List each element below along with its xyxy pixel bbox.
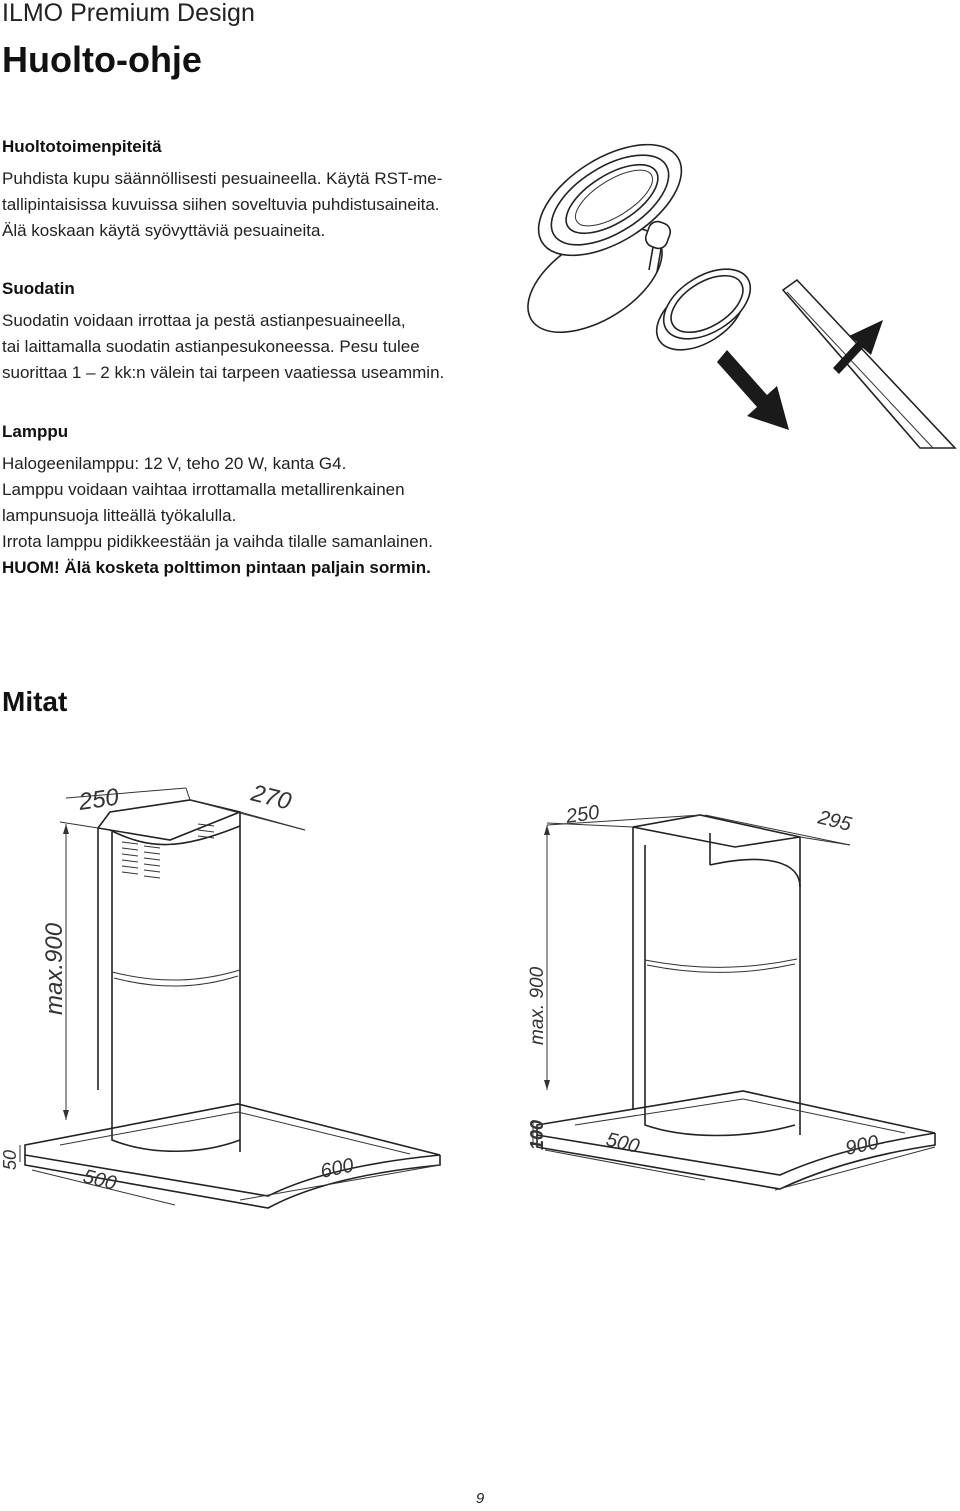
lamp-heading: Lamppu (2, 422, 69, 441)
dimensions-heading: Mitat (2, 686, 68, 717)
text-line: tallipintaisissa kuvuissa siihen soveltuvia puhdistusaineita. (2, 195, 440, 214)
text-line: Suodatin voidaan irrottaa ja pestä astianpesuaineella, (2, 311, 406, 330)
hood-drawing-right (505, 795, 955, 1200)
lamp-cover-ring (644, 255, 762, 364)
lamp-warning: HUOM! Älä kosketa polttimon pintaan paljain sormin. (2, 558, 431, 577)
text-line: Irrota lamppu pidikkeestään ja vaihda tilalle samanlainen. (2, 532, 433, 551)
text-line: Puhdista kupu säännöllisesti pesuaineella. Käytä RST-me- (2, 169, 443, 188)
page-title: Huolto-ohje (2, 39, 202, 80)
hood-drawing-left (0, 760, 470, 1220)
maintenance-heading: Huoltotoimenpiteitä (2, 137, 162, 156)
dim-canopy-height: 50 (0, 1149, 20, 1170)
dim-width: 500 (603, 1128, 642, 1158)
chimney (633, 815, 800, 1136)
chimney (98, 800, 240, 1152)
dim-top-width: 250 (77, 783, 121, 816)
dim-depth: 900 (843, 1131, 881, 1160)
dim-top-depth: 270 (248, 779, 294, 816)
canopy (25, 1104, 440, 1208)
text-line: suorittaa 1 – 2 kk:n välein tai tarpeen vaatiessa useammin. (2, 363, 445, 382)
text-line: lampunsuoja litteällä työkalulla. (2, 506, 237, 525)
filter-heading: Suodatin (2, 279, 75, 298)
filter-text (2, 308, 480, 386)
dim-height: max. 900 (527, 966, 548, 1045)
brand-name: ILMO Premium Design (2, 0, 255, 27)
lamp-replacement-illustration (515, 130, 955, 450)
text-line: tai laittamalla suodatin astianpesukoneessa. Pesu tulee (2, 337, 420, 356)
vent-slots (122, 824, 214, 878)
dim-canopy-height: 100 (527, 1119, 547, 1150)
lamp-text (2, 451, 480, 581)
arrow-down-right-icon (717, 350, 789, 430)
maintenance-text (2, 166, 480, 244)
dim-width: 500 (80, 1165, 119, 1195)
flat-tool (783, 280, 955, 448)
page-number: 9 (475, 1490, 485, 1507)
dimension-lines (20, 788, 440, 1205)
text-line: Älä koskaan käytä syövyttäviä pesuaineita. (2, 221, 326, 240)
text-line: Lamppu voidaan vaihtaa irrottamalla metallirenkainen (2, 480, 405, 499)
dim-depth: 600 (318, 1154, 356, 1183)
dim-top-depth: 295 (815, 806, 854, 836)
dim-top-width: 250 (564, 801, 601, 828)
text-line: Halogeenilamppu: 12 V, teho 20 W, kanta G4. (2, 454, 347, 473)
dim-height: max.900 (41, 922, 68, 1015)
